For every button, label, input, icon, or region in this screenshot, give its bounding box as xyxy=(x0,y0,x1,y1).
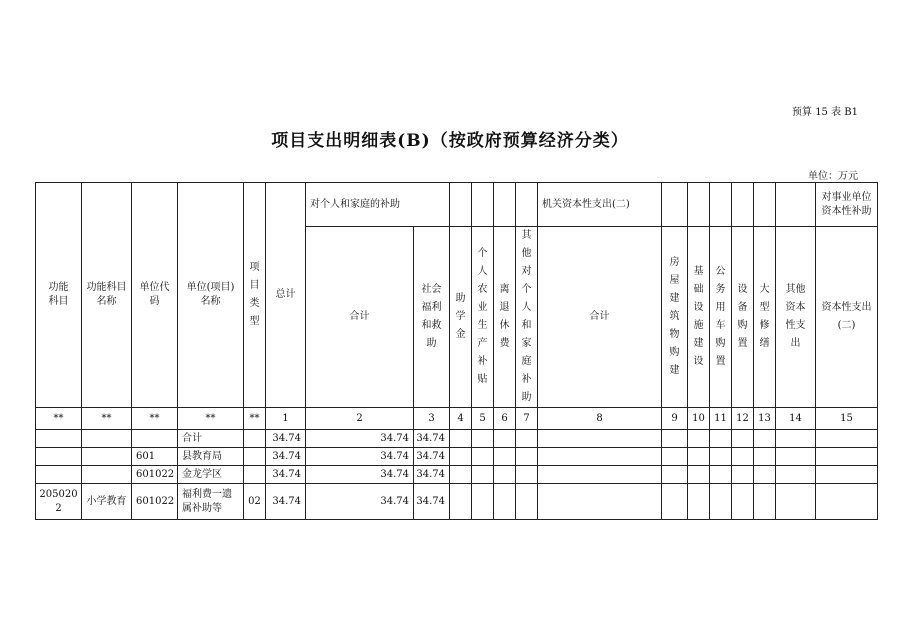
empty-cell xyxy=(710,430,732,448)
empty-cell xyxy=(516,484,538,520)
header-group-capital: 机关资本性支出(二) xyxy=(538,183,662,227)
empty-cell xyxy=(662,466,688,484)
empty-cell xyxy=(710,484,732,520)
header-blank xyxy=(472,183,494,227)
index-cell: 9 xyxy=(662,408,688,430)
empty-cell xyxy=(516,430,538,448)
empty-cell xyxy=(816,466,878,484)
empty-cell xyxy=(494,484,516,520)
table-row xyxy=(36,484,878,520)
header-total: 总计 xyxy=(266,183,306,408)
index-cell: 10 xyxy=(688,408,710,430)
cell-proj-type: 02 xyxy=(244,484,266,520)
cell-total: 34.74 xyxy=(266,430,306,448)
budget-table xyxy=(35,182,878,520)
cell-func-name: 小学教育 xyxy=(82,484,132,520)
header-blank xyxy=(754,183,776,227)
empty-cell xyxy=(516,466,538,484)
cell-p-sum: 34.74 xyxy=(306,484,414,520)
header-blank xyxy=(494,183,516,227)
index-cell: 14 xyxy=(776,408,816,430)
header-group-enterprise: 对事业单位资本性补助 xyxy=(816,183,878,227)
index-cell: 6 xyxy=(494,408,516,430)
empty-cell xyxy=(754,484,776,520)
header-blank xyxy=(516,183,538,227)
header-p-sum: 合计 xyxy=(306,227,414,408)
cell-proj-type xyxy=(244,430,266,448)
cell-unit-name: 福利费一遗属补助等 xyxy=(178,484,244,520)
index-cell: ** xyxy=(178,408,244,430)
empty-cell xyxy=(494,448,516,466)
cell-total: 34.74 xyxy=(266,484,306,520)
table-row xyxy=(36,448,878,466)
index-cell: 8 xyxy=(538,408,662,430)
header-p-retire: 离退休费 xyxy=(494,227,516,408)
header-func-subject: 功能科目 xyxy=(36,183,82,408)
empty-cell xyxy=(538,484,662,520)
empty-cell xyxy=(776,466,816,484)
empty-cell xyxy=(472,430,494,448)
header-unit-code: 单位代码 xyxy=(132,183,178,408)
header-p-farm: 个人农业生产补贴 xyxy=(472,227,494,408)
header-proj-type: 项目类型 xyxy=(244,183,266,408)
empty-cell xyxy=(776,430,816,448)
cell-p-social: 34.74 xyxy=(414,484,450,520)
cell-total: 34.74 xyxy=(266,448,306,466)
cell-unit-name: 金龙学区 xyxy=(178,466,244,484)
empty-cell xyxy=(816,484,878,520)
table-row xyxy=(36,466,878,484)
cell-unit-code: 601 xyxy=(132,448,178,466)
header-func-name: 功能科目名称 xyxy=(82,183,132,408)
cell-func-name xyxy=(82,466,132,484)
index-cell: 13 xyxy=(754,408,776,430)
empty-cell xyxy=(538,448,662,466)
empty-cell xyxy=(732,448,754,466)
header-blank xyxy=(732,183,754,227)
index-row xyxy=(36,408,878,430)
cell-proj-type xyxy=(244,448,266,466)
empty-cell xyxy=(538,430,662,448)
index-cell: 7 xyxy=(516,408,538,430)
cell-func-subject xyxy=(36,448,82,466)
cell-unit-code xyxy=(132,430,178,448)
index-cell: 12 xyxy=(732,408,754,430)
header-unit-name: 单位(项目)名称 xyxy=(178,183,244,408)
header-blank xyxy=(688,183,710,227)
index-cell: 11 xyxy=(710,408,732,430)
index-cell: ** xyxy=(132,408,178,430)
empty-cell xyxy=(754,448,776,466)
cell-p-sum: 34.74 xyxy=(306,448,414,466)
cell-p-social: 34.74 xyxy=(414,430,450,448)
empty-cell xyxy=(450,484,472,520)
table-row xyxy=(36,430,878,448)
page-title: 项目支出明细表(B)（按政府预算经济分类） xyxy=(271,131,629,151)
cell-func-name xyxy=(82,448,132,466)
empty-cell xyxy=(710,448,732,466)
cell-proj-type xyxy=(244,466,266,484)
empty-cell xyxy=(710,466,732,484)
header-p-other: 其他对个人和家庭补助 xyxy=(516,227,538,408)
cell-func-subject xyxy=(36,430,82,448)
header-c-equip: 设备购置 xyxy=(732,227,754,408)
index-cell: ** xyxy=(82,408,132,430)
empty-cell xyxy=(450,448,472,466)
empty-cell xyxy=(688,466,710,484)
empty-cell xyxy=(732,466,754,484)
empty-cell xyxy=(754,466,776,484)
empty-cell xyxy=(732,430,754,448)
cell-unit-name: 县教育局 xyxy=(178,448,244,466)
header-blank xyxy=(710,183,732,227)
header-c-other: 其他资本性支出 xyxy=(776,227,816,408)
header-group-personal: 对个人和家庭的补助 xyxy=(306,183,450,227)
empty-cell xyxy=(688,484,710,520)
cell-p-social: 34.74 xyxy=(414,448,450,466)
header-c-repair: 大型修缮 xyxy=(754,227,776,408)
empty-cell xyxy=(688,448,710,466)
empty-cell xyxy=(662,484,688,520)
header-p-social: 社会福利和救助 xyxy=(414,227,450,408)
index-cell: ** xyxy=(36,408,82,430)
index-cell: 5 xyxy=(472,408,494,430)
unit-label: 单位：万元 xyxy=(808,171,858,182)
empty-cell xyxy=(472,466,494,484)
cell-total: 34.74 xyxy=(266,466,306,484)
index-cell: 2 xyxy=(306,408,414,430)
header-c-house: 房屋建筑物购建 xyxy=(662,227,688,408)
cell-func-subject xyxy=(36,466,82,484)
empty-cell xyxy=(732,484,754,520)
empty-cell xyxy=(816,448,878,466)
index-cell: 1 xyxy=(266,408,306,430)
empty-cell xyxy=(450,430,472,448)
empty-cell xyxy=(472,484,494,520)
empty-cell xyxy=(494,466,516,484)
empty-cell xyxy=(662,448,688,466)
empty-cell xyxy=(472,448,494,466)
header-blank xyxy=(662,183,688,227)
cell-func-subject: 2050202 xyxy=(36,484,82,520)
cell-p-sum: 34.74 xyxy=(306,430,414,448)
cell-unit-code: 601022 xyxy=(132,466,178,484)
cell-p-sum: 34.74 xyxy=(306,466,414,484)
empty-cell xyxy=(816,430,878,448)
empty-cell xyxy=(776,448,816,466)
header-p-aid: 助学金 xyxy=(450,227,472,408)
empty-cell xyxy=(516,448,538,466)
empty-cell xyxy=(494,430,516,448)
header-e-capital: 资本性支出(二) xyxy=(816,227,878,408)
cell-p-social: 34.74 xyxy=(414,466,450,484)
empty-cell xyxy=(538,466,662,484)
index-cell: 3 xyxy=(414,408,450,430)
cell-unit-name: 合计 xyxy=(178,430,244,448)
index-cell: 15 xyxy=(816,408,878,430)
cell-func-name xyxy=(82,430,132,448)
header-blank xyxy=(776,183,816,227)
header-c-infra: 基础设施建设 xyxy=(688,227,710,408)
empty-cell xyxy=(754,430,776,448)
form-number: 预算 15 表 B1 xyxy=(792,107,858,118)
index-cell: ** xyxy=(244,408,266,430)
cell-unit-code: 601022 xyxy=(132,484,178,520)
empty-cell xyxy=(776,484,816,520)
header-c-vehicle: 公务用车购置 xyxy=(710,227,732,408)
empty-cell xyxy=(662,430,688,448)
header-c-sum: 合计 xyxy=(538,227,662,408)
header-blank xyxy=(450,183,472,227)
empty-cell xyxy=(688,430,710,448)
empty-cell xyxy=(450,466,472,484)
index-cell: 4 xyxy=(450,408,472,430)
